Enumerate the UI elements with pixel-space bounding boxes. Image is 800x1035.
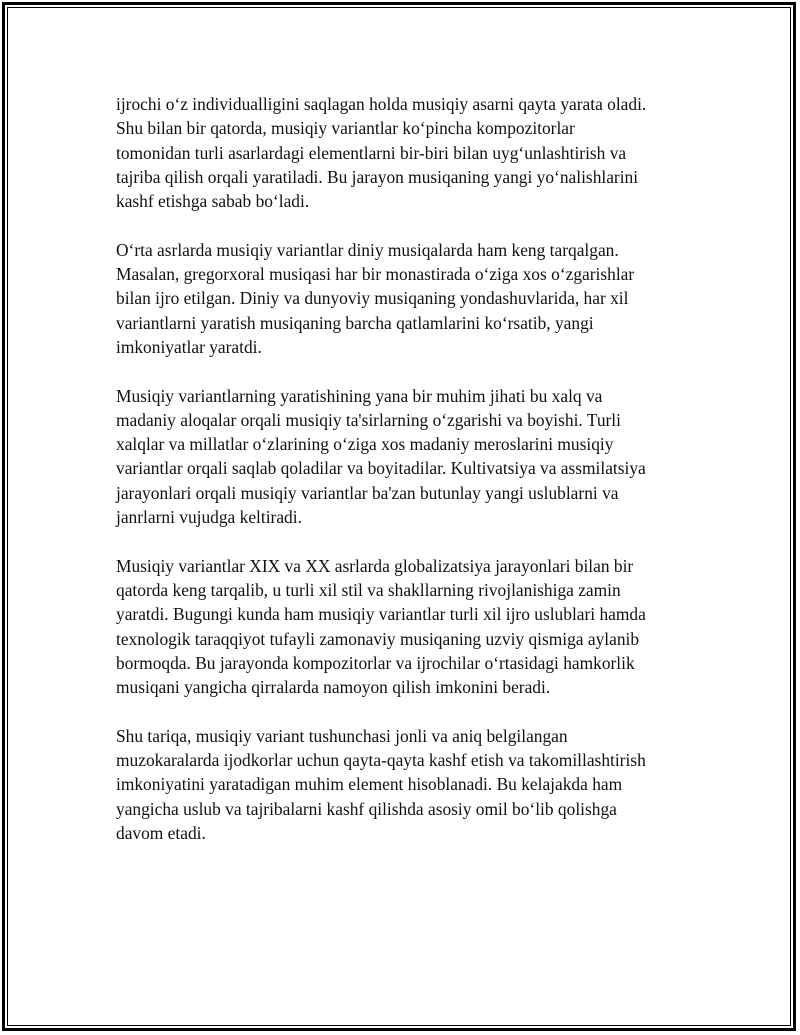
document-body xyxy=(116,92,706,870)
paragraph-3: Musiqiy variantlarning yaratishining yana bir muhim jihati bu xalq va madaniy aloqalar orqali musiqiy ta'sirlarning o‘zgarishi va boyishi. Turli xalqlar va millatlar o‘zlarining o‘ziga xos madaniy meroslarini musiqiy variantlar orqali saqlab qoladilar va boyitadilar. Kultivatsiya va assmilatsiya jarayonlari orqali musiqiy variantlar ba'zan butunlay yangi uslublarni va janrlarni vujudga keltiradi. xyxy=(116,385,646,528)
paragraph-1: ijrochi o‘z individualligini saqlagan holda musiqiy asarni qayta yarata oladi. Shu bilan bir qatorda, musiqiy variantlar ko‘pincha kompozitorlar tomonidan turli asarlardagi elementlarni bir-biri bilan uyg‘unlashtirish va tajriba qilish orqali yaratiladi. Bu jarayon musiqaning yangi yo‘nalishlarini kashf etishga sabab bo‘ladi. xyxy=(116,94,647,212)
paragraph-2: O‘rta asrlarda musiqiy variantlar diniy musiqalarda ham keng tarqalgan. Masalan, gregorxoral musiqasi har bir monastirada o‘ziga xos o‘zgarishlar bilan ijro etilgan. Diniy va dunyoviy musiqaning yondashuvlarida, har xil variantlarni yaratish musiqaning barcha qatlamlarini ko‘rsatib, yangi imkoniyatlar yaratdi. xyxy=(116,239,635,357)
paragraph-5: Shu tariqa, musiqiy variant tushunchasi jonli va aniq belgilangan muzokaralarda ijodkorlar uchun qayta-qayta kashf etish va takomillashtirish imkoniyatini yaratadigan muhim element hisoblanadi. Bu kelajakda ham yangicha uslub va tajribalarni kashf qilishda asosiy omil bo‘lib qolishga davom etadi. xyxy=(116,725,646,843)
paragraph-4: Musiqiy variantlar XIX va XX asrlarda globalizatsiya jarayonlari bilan bir qatorda keng tarqalib, u turli xil stil va shakllarning rivojlanishiga zamin yaratdi. Bugungi kunda ham musiqiy variantlar turli xil ijro uslublari hamda texnologik taraqqiyot tufayli zamonaviy musiqaning uzviy qismiga aylanib bormoqda. Bu jarayonda kompozitorlar va ijrochilar o‘rtasidagi hamkorlik musiqani yangicha qirralarda namoyon qilish imkonini beradi. xyxy=(116,555,646,698)
